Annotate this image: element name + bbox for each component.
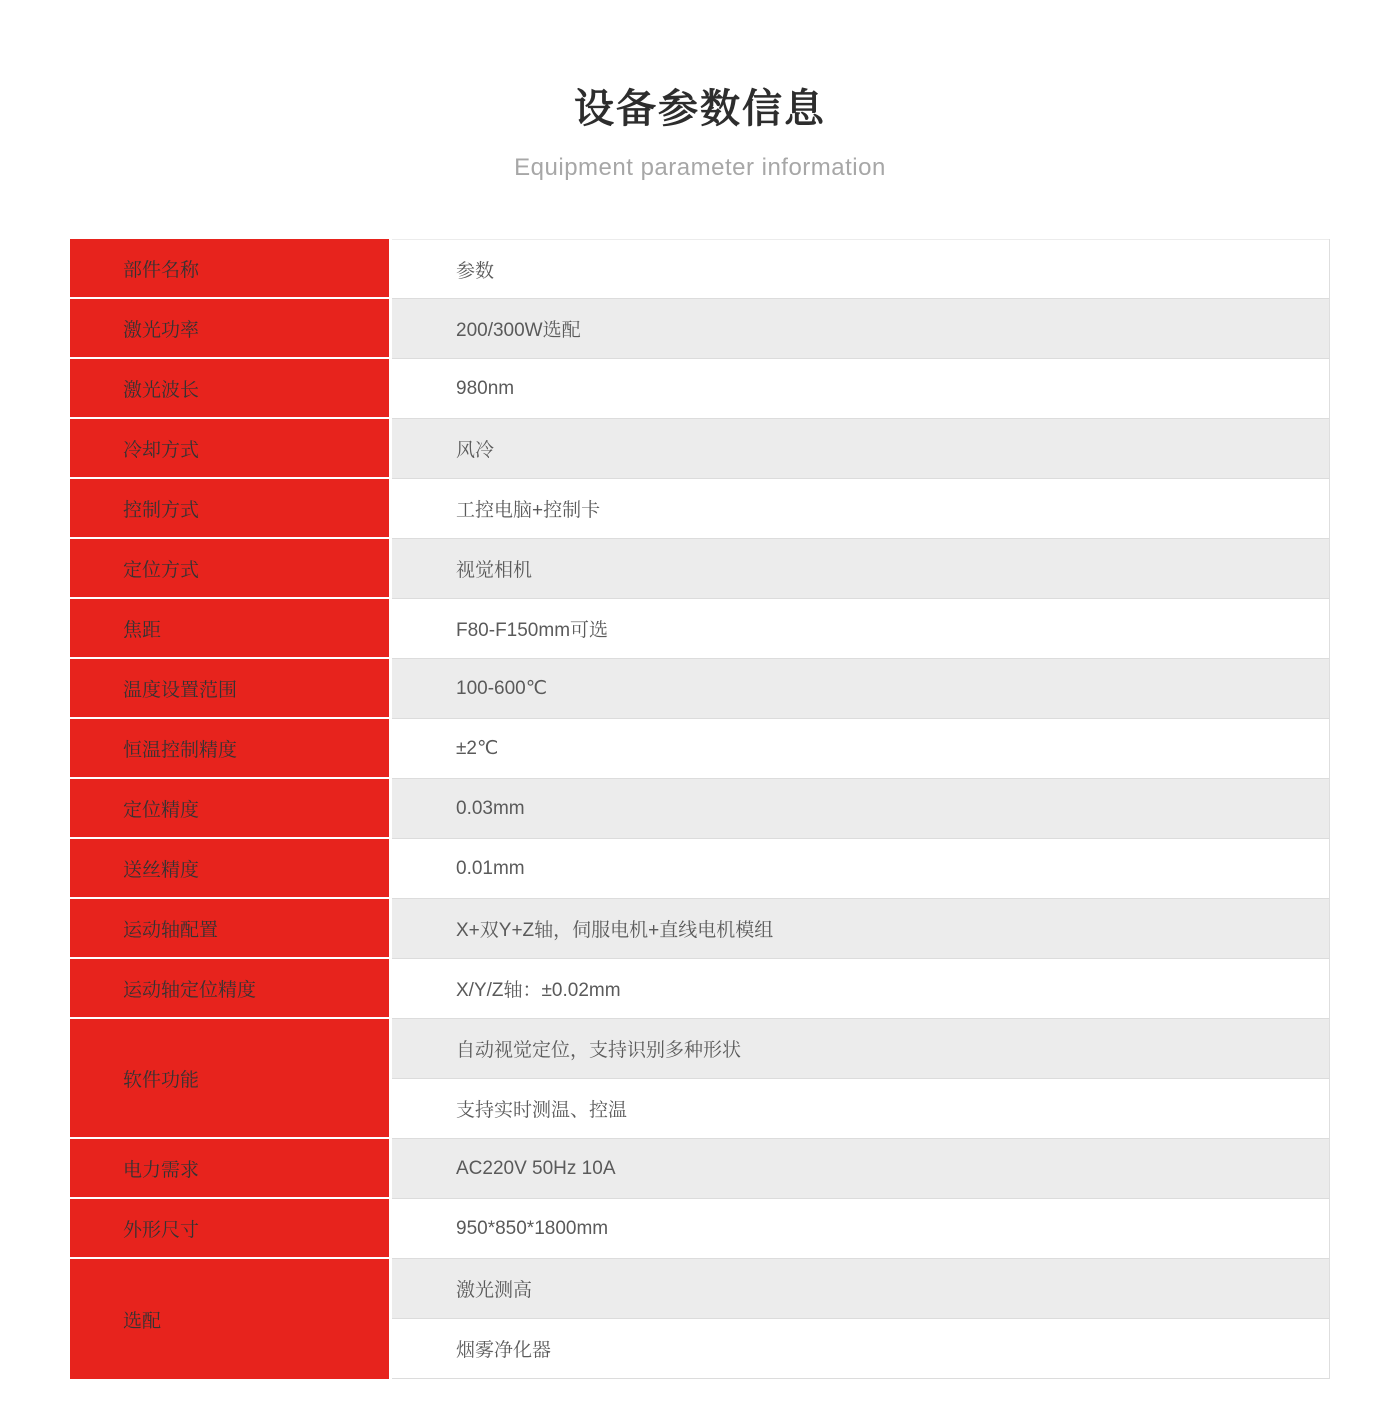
spec-value: ±2℃ bbox=[392, 719, 1329, 779]
spec-label: 运动轴定位精度 bbox=[70, 959, 392, 1019]
spec-label: 电力需求 bbox=[70, 1139, 392, 1199]
spec-value: 支持实时测温、控温 bbox=[392, 1079, 1329, 1139]
spec-value: 100-600℃ bbox=[392, 659, 1329, 719]
row-motion-axis-accuracy bbox=[70, 959, 1330, 1019]
spec-label: 激光功率 bbox=[70, 299, 392, 359]
row-optional-items bbox=[70, 1259, 1330, 1379]
spec-label: 恒温控制精度 bbox=[70, 719, 392, 779]
page-header bbox=[0, 0, 1400, 182]
spec-value: 200/300W选配 bbox=[392, 299, 1329, 359]
spec-value: 工控电脑+控制卡 bbox=[392, 479, 1329, 539]
spec-value: 980nm bbox=[392, 359, 1329, 419]
spec-label: 定位精度 bbox=[70, 779, 392, 839]
spec-label: 定位方式 bbox=[70, 539, 392, 599]
spec-label: 选配 bbox=[70, 1259, 392, 1379]
row-wire-feed-accuracy bbox=[70, 839, 1330, 899]
row-positioning-accuracy bbox=[70, 779, 1330, 839]
row-software-features bbox=[70, 1019, 1330, 1139]
page-subtitle: Equipment parameter information bbox=[514, 154, 886, 181]
spec-label: 软件功能 bbox=[70, 1019, 392, 1139]
spec-label: 运动轴配置 bbox=[70, 899, 392, 959]
row-control-method bbox=[70, 479, 1330, 539]
row-dimensions bbox=[70, 1199, 1330, 1259]
spec-table bbox=[70, 239, 1330, 1379]
spec-label: 控制方式 bbox=[70, 479, 392, 539]
row-focal-length bbox=[70, 599, 1330, 659]
row-cooling-method bbox=[70, 419, 1330, 479]
spec-label: 激光波长 bbox=[70, 359, 392, 419]
spec-label: 部件名称 bbox=[70, 239, 392, 299]
spec-label: 冷却方式 bbox=[70, 419, 392, 479]
row-positioning-method bbox=[70, 539, 1330, 599]
spec-label: 温度设置范围 bbox=[70, 659, 392, 719]
spec-value: X+双Y+Z轴，伺服电机+直线电机模组 bbox=[392, 899, 1329, 959]
row-component-name bbox=[70, 239, 1330, 299]
row-temperature-accuracy bbox=[70, 719, 1330, 779]
spec-label: 送丝精度 bbox=[70, 839, 392, 899]
row-power-requirements bbox=[70, 1139, 1330, 1199]
spec-value: 0.01mm bbox=[392, 839, 1329, 899]
spec-value: 激光测高 bbox=[392, 1259, 1329, 1319]
spec-value: 自动视觉定位，支持识别多种形状 bbox=[392, 1019, 1329, 1079]
spec-value: X/Y/Z轴：±0.02mm bbox=[392, 959, 1329, 1019]
spec-value: 950*850*1800mm bbox=[392, 1199, 1329, 1259]
spec-value: 0.03mm bbox=[392, 779, 1329, 839]
spec-value: 风冷 bbox=[392, 419, 1329, 479]
spec-value: AC220V 50Hz 10A bbox=[392, 1139, 1329, 1199]
row-laser-power bbox=[70, 299, 1330, 359]
row-laser-wavelength bbox=[70, 359, 1330, 419]
spec-label: 焦距 bbox=[70, 599, 392, 659]
spec-value: F80-F150mm可选 bbox=[392, 599, 1329, 659]
spec-value: 视觉相机 bbox=[392, 539, 1329, 599]
spec-value: 参数 bbox=[392, 239, 1329, 299]
spec-value: 烟雾净化器 bbox=[392, 1319, 1329, 1379]
page-title: 设备参数信息 bbox=[574, 87, 826, 131]
row-motion-axis-config bbox=[70, 899, 1330, 959]
spec-label: 外形尺寸 bbox=[70, 1199, 392, 1259]
row-temperature-range bbox=[70, 659, 1330, 719]
